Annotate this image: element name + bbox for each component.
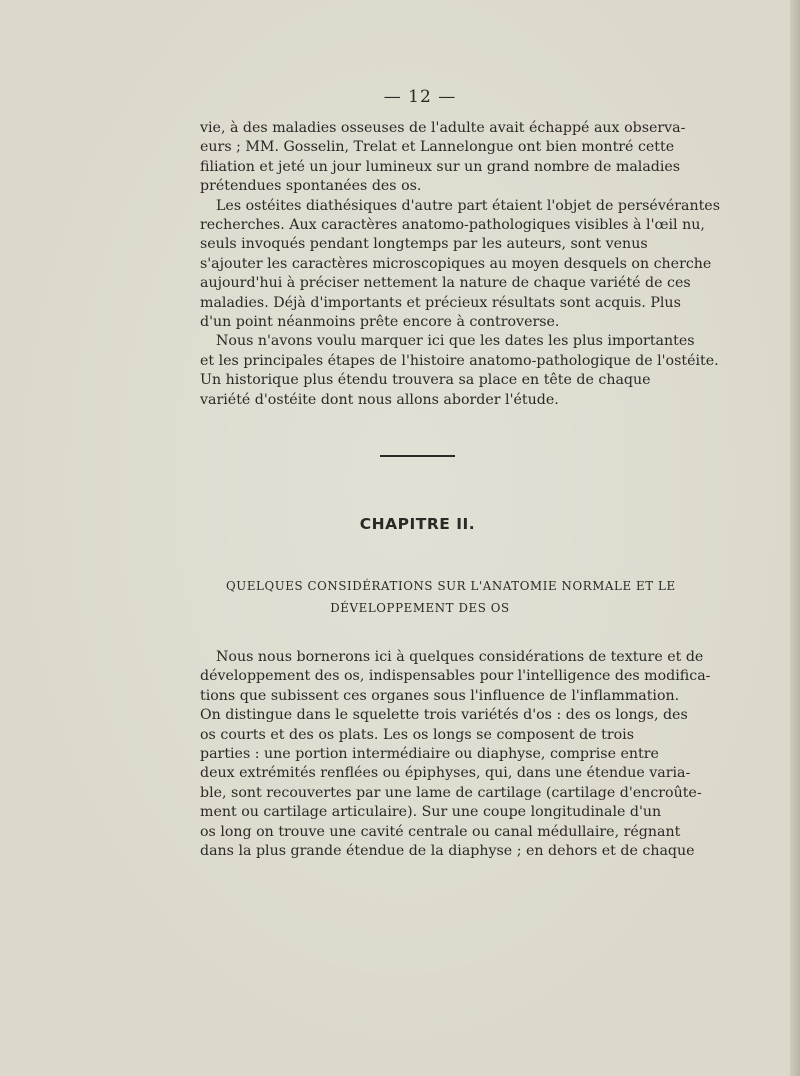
- text-line: filiation et jeté un jour lumineux sur un grand nombre de maladies: [200, 158, 681, 175]
- body-paragraph: [200, 648, 711, 861]
- text-line: recherches. Aux caractères anatomo-pathologiques visibles à l'œil nu,: [200, 217, 705, 234]
- text-line: deux extrémités renflées ou épiphyses, qui, dans une étendue varia-: [200, 765, 691, 782]
- section-divider: [380, 455, 455, 457]
- text-line: ble, sont recouvertes par une lame de cartilage (cartilage d'encroûte-: [200, 784, 702, 801]
- chapter-subtitle-line: QUELQUES CONSIDÉRATIONS SUR L'ANATOMIE NORMALE ET LE: [226, 579, 676, 593]
- text-line: On distingue dans le squelette trois variétés d'os : des os longs, des: [200, 707, 688, 724]
- chapter-subtitle-line: DÉVELOPPEMENT DES OS: [330, 601, 510, 615]
- text-line: prétendues spontanées des os.: [200, 178, 422, 195]
- text-line: os long on trouve une cavité centrale ou canal médullaire, régnant: [200, 823, 681, 840]
- page-edge: [790, 0, 800, 1076]
- text-line: variété d'ostéite dont nous allons aborder l'étude.: [200, 391, 559, 408]
- page-number: — 12 —: [383, 87, 457, 107]
- text-line: Un historique plus étendu trouvera sa place en tête de chaque: [200, 372, 651, 389]
- text-line: seuls invoqués pendant longtemps par les auteurs, sont venus: [200, 236, 648, 253]
- text-line: d'un point néanmoins prête encore à controverse.: [200, 314, 560, 331]
- text-line: aujourd'hui à préciser nettement la nature de chaque variété de ces: [200, 275, 691, 292]
- text-line: dans la plus grande étendue de la diaphyse ; en dehors et de chaque: [200, 843, 695, 860]
- text-line: os courts et des os plats. Les os longs se composent de trois: [200, 726, 634, 743]
- text-line: Nous n'avons voulu marquer ici que les dates les plus importantes: [216, 333, 695, 350]
- text-line: eurs ; MM. Gosselin, Trelat et Lannelongue ont bien montré cette: [200, 139, 675, 156]
- text-line: s'ajouter les caractères microscopiques au moyen desquels on cherche: [200, 255, 712, 272]
- text-line: maladies. Déjà d'importants et précieux résultats sont acquis. Plus: [200, 294, 681, 311]
- text-line: parties : une portion intermédiaire ou diaphyse, comprise entre: [200, 746, 659, 763]
- text-line: Les ostéites diathésiques d'autre part étaient l'objet de persévérantes: [216, 197, 720, 214]
- chapter-title: CHAPITRE II.: [359, 515, 476, 533]
- text-line: ment ou cartilage articulaire). Sur une coupe longitudinale d'un: [200, 804, 662, 821]
- text-line: et les principales étapes de l'histoire anatomo-pathologique de l'ostéite.: [200, 352, 719, 369]
- text-line: développement des os, indispensables pour l'intelligence des modifica-: [200, 668, 711, 685]
- text-line: tions que subissent ces organes sous l'influence de l'inflammation.: [200, 687, 680, 704]
- text-line: Nous nous bornerons ici à quelques considérations de texture et de: [216, 649, 704, 665]
- chapter-subtitle: [226, 575, 676, 619]
- text-line: vie, à des maladies osseuses de l'adulte avait échappé aux observa-: [200, 120, 686, 136]
- intro-paragraphs: [200, 119, 720, 410]
